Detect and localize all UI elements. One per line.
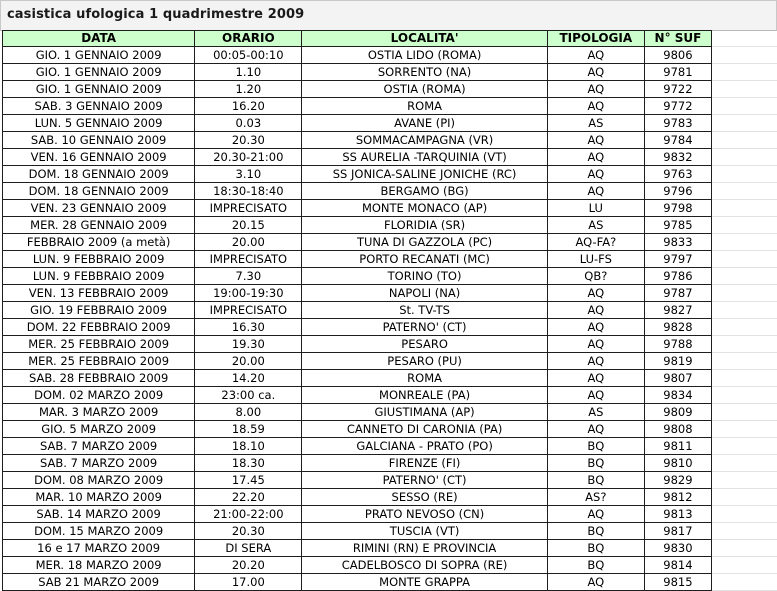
cell-localita[interactable]: GIUSTIMANA (AP)	[302, 404, 547, 421]
cell-localita[interactable]: CADELBOSCO DI SOPRA (RE)	[302, 557, 547, 574]
cell-data[interactable]: LUN. 9 FEBBRAIO 2009	[3, 251, 195, 268]
table-row	[3, 217, 712, 234]
table-row	[3, 200, 712, 217]
cell-data[interactable]: LUN. 5 GENNAIO 2009	[3, 115, 195, 132]
table-row	[3, 472, 712, 489]
cell-orario[interactable]: 0.03	[195, 115, 302, 132]
cell-localita[interactable]: OSTIA LIDO (ROMA)	[302, 47, 547, 64]
cell-suf[interactable]: 9808	[644, 421, 711, 438]
cell-tipologia[interactable]: LU	[547, 200, 644, 217]
cell-localita[interactable]: St. TV-TS	[302, 302, 547, 319]
cell-tipologia[interactable]: BQ	[547, 557, 644, 574]
cell-localita[interactable]: SORRENTO (NA)	[302, 64, 547, 81]
table-row	[3, 285, 712, 302]
column-header-suf[interactable]: N° SUF	[644, 31, 711, 47]
cell-suf[interactable]: 9811	[644, 438, 711, 455]
cell-tipologia[interactable]: AQ	[547, 98, 644, 115]
cell-tipologia[interactable]: AQ	[547, 370, 644, 387]
cell-suf[interactable]: 9819	[644, 353, 711, 370]
table-row	[3, 81, 712, 98]
cell-tipologia[interactable]: AS	[547, 115, 644, 132]
cell-orario[interactable]: 18.59	[195, 421, 302, 438]
cell-orario[interactable]: DI SERA	[195, 540, 302, 557]
sightings-table	[2, 30, 712, 591]
cell-orario[interactable]: 8.00	[195, 404, 302, 421]
cell-orario[interactable]: 16.20	[195, 98, 302, 115]
table-row	[3, 166, 712, 183]
cell-localita[interactable]: FIRENZE (FI)	[302, 455, 547, 472]
cell-data[interactable]: FEBBRAIO 2009 (a metà)	[3, 234, 195, 251]
header-row	[3, 31, 712, 47]
cell-suf[interactable]: 9817	[644, 523, 711, 540]
cell-suf[interactable]: 9785	[644, 217, 711, 234]
cell-tipologia[interactable]: BQ	[547, 523, 644, 540]
cell-tipologia[interactable]: AS	[547, 217, 644, 234]
table-row	[3, 115, 712, 132]
cell-localita[interactable]: SS JONICA-SALINE JONICHE (RC)	[302, 166, 547, 183]
cell-tipologia[interactable]: AQ	[547, 353, 644, 370]
cell-suf[interactable]: 9828	[644, 319, 711, 336]
cell-data[interactable]: DOM. 18 GENNAIO 2009	[3, 183, 195, 200]
table-row	[3, 183, 712, 200]
table-row	[3, 387, 712, 404]
cell-data[interactable]: SAB. 10 GENNAIO 2009	[3, 132, 195, 149]
cell-orario[interactable]: 7.30	[195, 268, 302, 285]
table-row	[3, 336, 712, 353]
cell-suf[interactable]: 9796	[644, 183, 711, 200]
cell-suf[interactable]: 9722	[644, 81, 711, 98]
cell-tipologia[interactable]: AQ	[547, 506, 644, 523]
column-header-data[interactable]: DATA	[3, 31, 195, 47]
cell-localita[interactable]: BERGAMO (BG)	[302, 183, 547, 200]
cell-data[interactable]: MER. 18 MARZO 2009	[3, 557, 195, 574]
cell-suf[interactable]: 9788	[644, 336, 711, 353]
cell-localita[interactable]: SOMMACAMPAGNA (VR)	[302, 132, 547, 149]
cell-tipologia[interactable]: AQ	[547, 64, 644, 81]
cell-tipologia[interactable]: AQ	[547, 421, 644, 438]
cell-data[interactable]: 16 e 17 MARZO 2009	[3, 540, 195, 557]
cell-localita[interactable]: RIMINI (RN) E PROVINCIA	[302, 540, 547, 557]
cell-data[interactable]: DOM. 02 MARZO 2009	[3, 387, 195, 404]
cell-data[interactable]: MER. 25 FEBBRAIO 2009	[3, 353, 195, 370]
cell-orario[interactable]: 1.20	[195, 81, 302, 98]
cell-data[interactable]: DOM. 18 GENNAIO 2009	[3, 166, 195, 183]
cell-localita[interactable]: AVANE (PI)	[302, 115, 547, 132]
cell-tipologia[interactable]: AQ	[547, 387, 644, 404]
cell-data[interactable]: MER. 25 FEBBRAIO 2009	[3, 336, 195, 353]
cell-localita[interactable]: NAPOLI (NA)	[302, 285, 547, 302]
cell-orario[interactable]: 23:00 ca.	[195, 387, 302, 404]
column-header-tipologia[interactable]: TIPOLOGIA	[547, 31, 644, 47]
cell-tipologia[interactable]: BQ	[547, 455, 644, 472]
cell-suf[interactable]: 9834	[644, 387, 711, 404]
cell-tipologia[interactable]: LU-FS	[547, 251, 644, 268]
cell-orario[interactable]: 20.30	[195, 132, 302, 149]
table-row	[3, 574, 712, 591]
cell-tipologia[interactable]: AQ	[547, 81, 644, 98]
cell-data[interactable]: GIO. 1 GENNAIO 2009	[3, 47, 195, 64]
cell-tipologia[interactable]: AQ	[547, 132, 644, 149]
cell-data[interactable]: MER. 28 GENNAIO 2009	[3, 217, 195, 234]
table-row	[3, 234, 712, 251]
cell-orario[interactable]: IMPRECISATO	[195, 200, 302, 217]
cell-localita[interactable]: ROMA	[302, 98, 547, 115]
table-row	[3, 319, 712, 336]
table-row	[3, 540, 712, 557]
cell-localita[interactable]: PESARO (PU)	[302, 353, 547, 370]
cell-data[interactable]: SAB. 3 GENNAIO 2009	[3, 98, 195, 115]
cell-data[interactable]: DOM. 08 MARZO 2009	[3, 472, 195, 489]
table-row	[3, 64, 712, 81]
cell-suf[interactable]: 9798	[644, 200, 711, 217]
cell-tipologia[interactable]: QB?	[547, 268, 644, 285]
cell-orario[interactable]: 19:00-19:30	[195, 285, 302, 302]
table-row	[3, 302, 712, 319]
cell-orario[interactable]: 16.30	[195, 319, 302, 336]
cell-tipologia[interactable]: AS?	[547, 489, 644, 506]
cell-tipologia[interactable]: AQ	[547, 302, 644, 319]
cell-localita[interactable]: PESARO	[302, 336, 547, 353]
cell-orario[interactable]: 20.20	[195, 557, 302, 574]
cell-data[interactable]: DOM. 15 MARZO 2009	[3, 523, 195, 540]
cell-tipologia[interactable]: BQ	[547, 438, 644, 455]
cell-localita[interactable]: SESSO (RE)	[302, 489, 547, 506]
cell-suf[interactable]: 9810	[644, 455, 711, 472]
table-row	[3, 523, 712, 540]
table-row	[3, 404, 712, 421]
cell-tipologia[interactable]: AQ	[547, 336, 644, 353]
table-row	[3, 251, 712, 268]
table-row	[3, 438, 712, 455]
cell-localita[interactable]: TUSCIA (VT)	[302, 523, 547, 540]
empty-grid-area	[712, 30, 777, 591]
cell-orario[interactable]: 19.30	[195, 336, 302, 353]
cell-localita[interactable]: CANNETO DI CARONIA (PA)	[302, 421, 547, 438]
cell-localita[interactable]: PRATO NEVOSO (CN)	[302, 506, 547, 523]
cell-suf[interactable]: 9807	[644, 370, 711, 387]
table-row	[3, 132, 712, 149]
cell-suf[interactable]: 9784	[644, 132, 711, 149]
cell-tipologia[interactable]: AQ	[547, 47, 644, 64]
cell-data[interactable]: GIO. 19 FEBBRAIO 2009	[3, 302, 195, 319]
cell-tipologia[interactable]: AQ	[547, 183, 644, 200]
cell-data[interactable]: GIO. 1 GENNAIO 2009	[3, 64, 195, 81]
cell-orario[interactable]: 21:00-22:00	[195, 506, 302, 523]
table-body	[3, 47, 712, 591]
cell-suf[interactable]: 9829	[644, 472, 711, 489]
cell-data[interactable]: SAB. 7 MARZO 2009	[3, 455, 195, 472]
cell-localita[interactable]: MONTE GRAPPA	[302, 574, 547, 591]
table-row	[3, 47, 712, 64]
column-header-localita[interactable]: LOCALITA'	[302, 31, 547, 47]
cell-localita[interactable]: MONREALE (PA)	[302, 387, 547, 404]
table-row	[3, 353, 712, 370]
cell-data[interactable]: SAB 21 MARZO 2009	[3, 574, 195, 591]
cell-suf[interactable]: 9786	[644, 268, 711, 285]
cell-orario[interactable]: 17.45	[195, 472, 302, 489]
cell-tipologia[interactable]: BQ	[547, 472, 644, 489]
cell-orario[interactable]: 22.20	[195, 489, 302, 506]
cell-orario[interactable]: 00:05-00:10	[195, 47, 302, 64]
cell-tipologia[interactable]: AQ	[547, 149, 644, 166]
table-row	[3, 268, 712, 285]
cell-tipologia[interactable]: AQ-FA?	[547, 234, 644, 251]
cell-data[interactable]: SAB. 14 MARZO 2009	[3, 506, 195, 523]
column-header-orario[interactable]: ORARIO	[195, 31, 302, 47]
cell-suf[interactable]: 9806	[644, 47, 711, 64]
cell-orario[interactable]: 18.30	[195, 455, 302, 472]
cell-localita[interactable]: GALCIANA - PRATO (PO)	[302, 438, 547, 455]
cell-suf[interactable]: 9813	[644, 506, 711, 523]
cell-orario[interactable]: 18:30-18:40	[195, 183, 302, 200]
cell-localita[interactable]: MONTE MONACO (AP)	[302, 200, 547, 217]
cell-orario[interactable]: 20.30-21:00	[195, 149, 302, 166]
cell-data[interactable]: SAB. 7 MARZO 2009	[3, 438, 195, 455]
table-row	[3, 455, 712, 472]
cell-suf[interactable]: 9787	[644, 285, 711, 302]
cell-orario[interactable]: 1.10	[195, 64, 302, 81]
cell-localita[interactable]: OSTIA (ROMA)	[302, 81, 547, 98]
cell-localita[interactable]: SS AURELIA -TARQUINIA (VT)	[302, 149, 547, 166]
cell-localita[interactable]: TORINO (TO)	[302, 268, 547, 285]
cell-data[interactable]: MAR. 3 MARZO 2009	[3, 404, 195, 421]
cell-data[interactable]: VEN. 16 GENNAIO 2009	[3, 149, 195, 166]
table-row	[3, 149, 712, 166]
cell-localita[interactable]: FLORIDIA (SR)	[302, 217, 547, 234]
cell-tipologia[interactable]: AQ	[547, 574, 644, 591]
table-row	[3, 421, 712, 438]
cell-localita[interactable]: PATERNO' (CT)	[302, 472, 547, 489]
cell-data[interactable]: VEN. 23 GENNAIO 2009	[3, 200, 195, 217]
cell-tipologia[interactable]: AS	[547, 404, 644, 421]
cell-suf[interactable]: 9827	[644, 302, 711, 319]
cell-suf[interactable]: 9832	[644, 149, 711, 166]
cell-suf[interactable]: 9781	[644, 64, 711, 81]
cell-suf[interactable]: 9809	[644, 404, 711, 421]
cell-orario[interactable]: IMPRECISATO	[195, 302, 302, 319]
cell-localita[interactable]: PATERNO' (CT)	[302, 319, 547, 336]
cell-data[interactable]: LUN. 9 FEBBRAIO 2009	[3, 268, 195, 285]
cell-orario[interactable]: 20.15	[195, 217, 302, 234]
cell-localita[interactable]: ROMA	[302, 370, 547, 387]
table-row	[3, 98, 712, 115]
cell-data[interactable]: DOM. 22 FEBBRAIO 2009	[3, 319, 195, 336]
table-row	[3, 370, 712, 387]
cell-suf[interactable]: 9783	[644, 115, 711, 132]
cell-tipologia[interactable]: BQ	[547, 540, 644, 557]
cell-suf[interactable]: 9772	[644, 98, 711, 115]
sheet-title: casistica ufologica 1 quadrimestre 2009	[7, 7, 305, 22]
table-row	[3, 557, 712, 574]
title-bar	[0, 0, 777, 31]
table-row	[3, 489, 712, 506]
cell-orario[interactable]: 20.00	[195, 353, 302, 370]
cell-data[interactable]: MAR. 10 MARZO 2009	[3, 489, 195, 506]
cell-orario[interactable]: 3.10	[195, 166, 302, 183]
cell-localita[interactable]: TUNA DI GAZZOLA (PC)	[302, 234, 547, 251]
cell-data[interactable]: GIO. 1 GENNAIO 2009	[3, 81, 195, 98]
cell-data[interactable]: GIO. 5 MARZO 2009	[3, 421, 195, 438]
table-row	[3, 506, 712, 523]
cell-orario[interactable]: 20.00	[195, 234, 302, 251]
cell-orario[interactable]: IMPRECISATO	[195, 251, 302, 268]
cell-suf[interactable]: 9830	[644, 540, 711, 557]
cell-data[interactable]: VEN. 13 FEBBRAIO 2009	[3, 285, 195, 302]
cell-tipologia[interactable]: AQ	[547, 285, 644, 302]
cell-orario[interactable]: 20.30	[195, 523, 302, 540]
cell-suf[interactable]: 9814	[644, 557, 711, 574]
cell-orario[interactable]: 17.00	[195, 574, 302, 591]
cell-data[interactable]: SAB. 28 FEBBRAIO 2009	[3, 370, 195, 387]
cell-tipologia[interactable]: AQ	[547, 319, 644, 336]
cell-orario[interactable]: 14.20	[195, 370, 302, 387]
cell-suf[interactable]: 9812	[644, 489, 711, 506]
cell-orario[interactable]: 18.10	[195, 438, 302, 455]
cell-suf[interactable]: 9833	[644, 234, 711, 251]
cell-suf[interactable]: 9815	[644, 574, 711, 591]
cell-suf[interactable]: 9797	[644, 251, 711, 268]
cell-localita[interactable]: PORTO RECANATI (MC)	[302, 251, 547, 268]
cell-tipologia[interactable]: AQ	[547, 166, 644, 183]
cell-suf[interactable]: 9763	[644, 166, 711, 183]
